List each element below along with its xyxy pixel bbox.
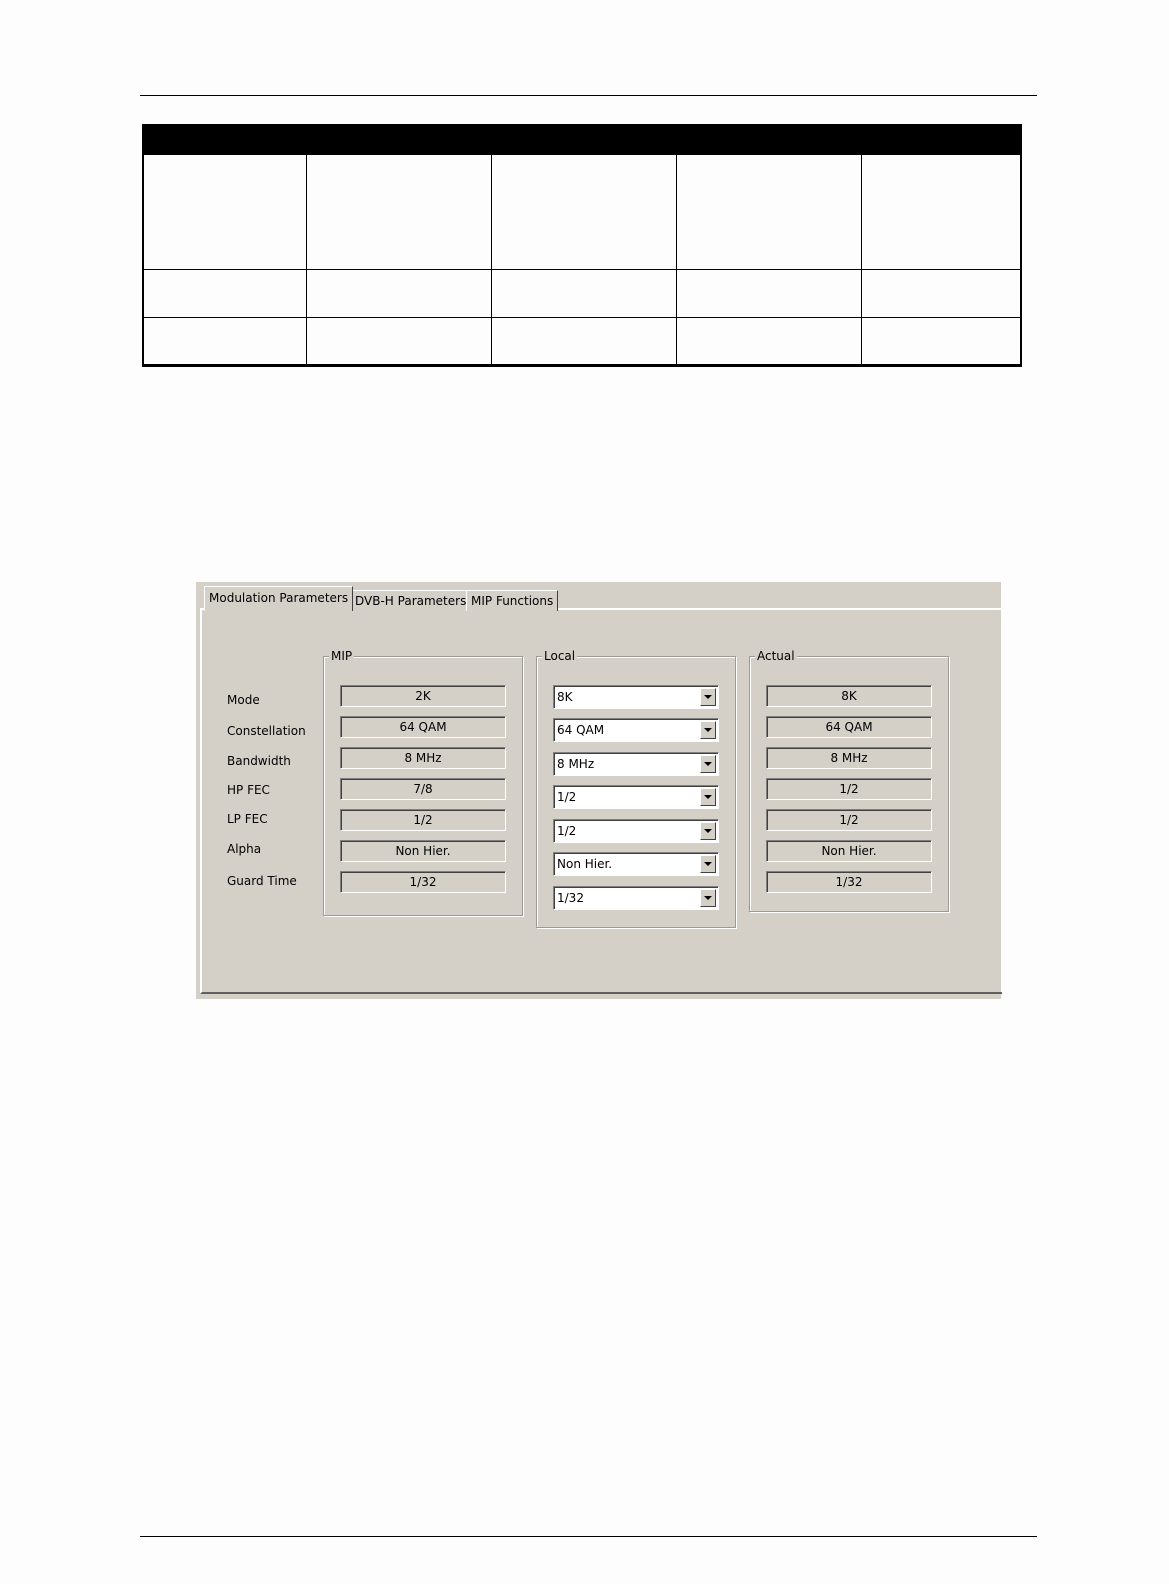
local-mode-selected: 8K [557,690,573,704]
table-cell [307,270,492,318]
actual-alpha-value: Non Hier. [766,840,932,862]
table-header-cell [143,125,307,155]
mip-hp-fec-value: 7/8 [340,778,506,800]
table-cell [677,155,862,270]
local-alpha-selected: Non Hier. [557,857,613,871]
table-cell [492,318,677,366]
label-hp-fec: HP FEC [227,783,270,797]
table-header-cell [492,125,677,155]
actual-hp-fec-value: 1/2 [766,778,932,800]
local-constellation-selected: 64 QAM [557,723,605,737]
chevron-down-icon [704,862,712,866]
table-cell [307,318,492,366]
local-hp-fec-selected: 1/2 [557,790,577,804]
actual-constellation-value: 64 QAM [766,716,932,738]
table-cell [862,270,1022,318]
local-lp-fec-select[interactable] [553,819,719,843]
document-table [142,124,1022,367]
tab-modulation-parameters[interactable]: Modulation Parameters [204,586,353,611]
local-bandwidth-dropdown-button[interactable] [700,755,716,773]
label-bandwidth: Bandwidth [227,754,291,768]
label-constellation: Constellation [227,724,306,738]
table-row [143,155,1021,270]
table-header-cell [307,125,492,155]
local-hp-fec-dropdown-button[interactable] [700,788,716,806]
local-mode-dropdown-button[interactable] [700,688,716,706]
chevron-down-icon [704,829,712,833]
table-cell [677,270,862,318]
label-alpha: Alpha [227,842,262,856]
local-bandwidth-selected: 8 MHz [557,757,595,771]
table-cell [307,155,492,270]
mip-guard-time-value: 1/32 [340,871,506,893]
table-row [143,318,1021,366]
local-guard-time-select[interactable] [553,886,719,910]
chevron-down-icon [704,795,712,799]
actual-mode-value: 8K [766,685,932,707]
table-cell [862,318,1022,366]
actual-bandwidth-value: 8 MHz [766,747,932,769]
modulation-dialog [196,582,1001,999]
table-header-cell [677,125,862,155]
footer-rule [140,1536,1037,1537]
mip-mode-value: 2K [340,685,506,707]
table-cell [492,270,677,318]
actual-guard-time-value: 1/32 [766,871,932,893]
local-lp-fec-dropdown-button[interactable] [700,822,716,840]
local-alpha-dropdown-button[interactable] [700,855,716,873]
label-lp-fec: LP FEC [227,812,268,826]
mip-constellation-value: 64 QAM [340,716,506,738]
label-guard-time: Guard Time [227,874,297,888]
chevron-down-icon [704,896,712,900]
local-lp-fec-selected: 1/2 [557,824,577,838]
tab-mip-functions[interactable]: MIP Functions [466,590,558,611]
chevron-down-icon [704,728,712,732]
actual-lp-fec-value: 1/2 [766,809,932,831]
mip-bandwidth-value: 8 MHz [340,747,506,769]
table-cell [677,318,862,366]
local-group [536,649,736,928]
local-mode-select[interactable] [553,685,719,709]
table-cell [143,318,307,366]
table-row [143,270,1021,318]
chevron-down-icon [704,762,712,766]
local-hp-fec-select[interactable] [553,785,719,809]
local-bandwidth-select[interactable] [553,752,719,776]
mip-group [323,649,523,916]
actual-group [749,649,949,912]
header-rule [140,95,1037,96]
local-guard-time-dropdown-button[interactable] [700,889,716,907]
table-header-cell [862,125,1022,155]
local-constellation-dropdown-button[interactable] [700,721,716,739]
table-cell [143,270,307,318]
mip-group-title: MIP [331,649,353,663]
local-constellation-select[interactable] [553,718,719,742]
table-cell [862,155,1022,270]
mip-alpha-value: Non Hier. [340,840,506,862]
tab-dvb-h-parameters[interactable]: DVB-H Parameters [350,590,471,611]
actual-group-title: Actual [757,649,795,663]
local-alpha-select[interactable] [553,852,719,876]
table-cell [143,155,307,270]
mip-lp-fec-value: 1/2 [340,809,506,831]
label-mode: Mode [227,693,260,707]
table-header-row [143,125,1021,155]
local-guard-time-selected: 1/32 [557,891,584,905]
local-group-title: Local [544,649,576,663]
chevron-down-icon [704,695,712,699]
table-cell [492,155,677,270]
